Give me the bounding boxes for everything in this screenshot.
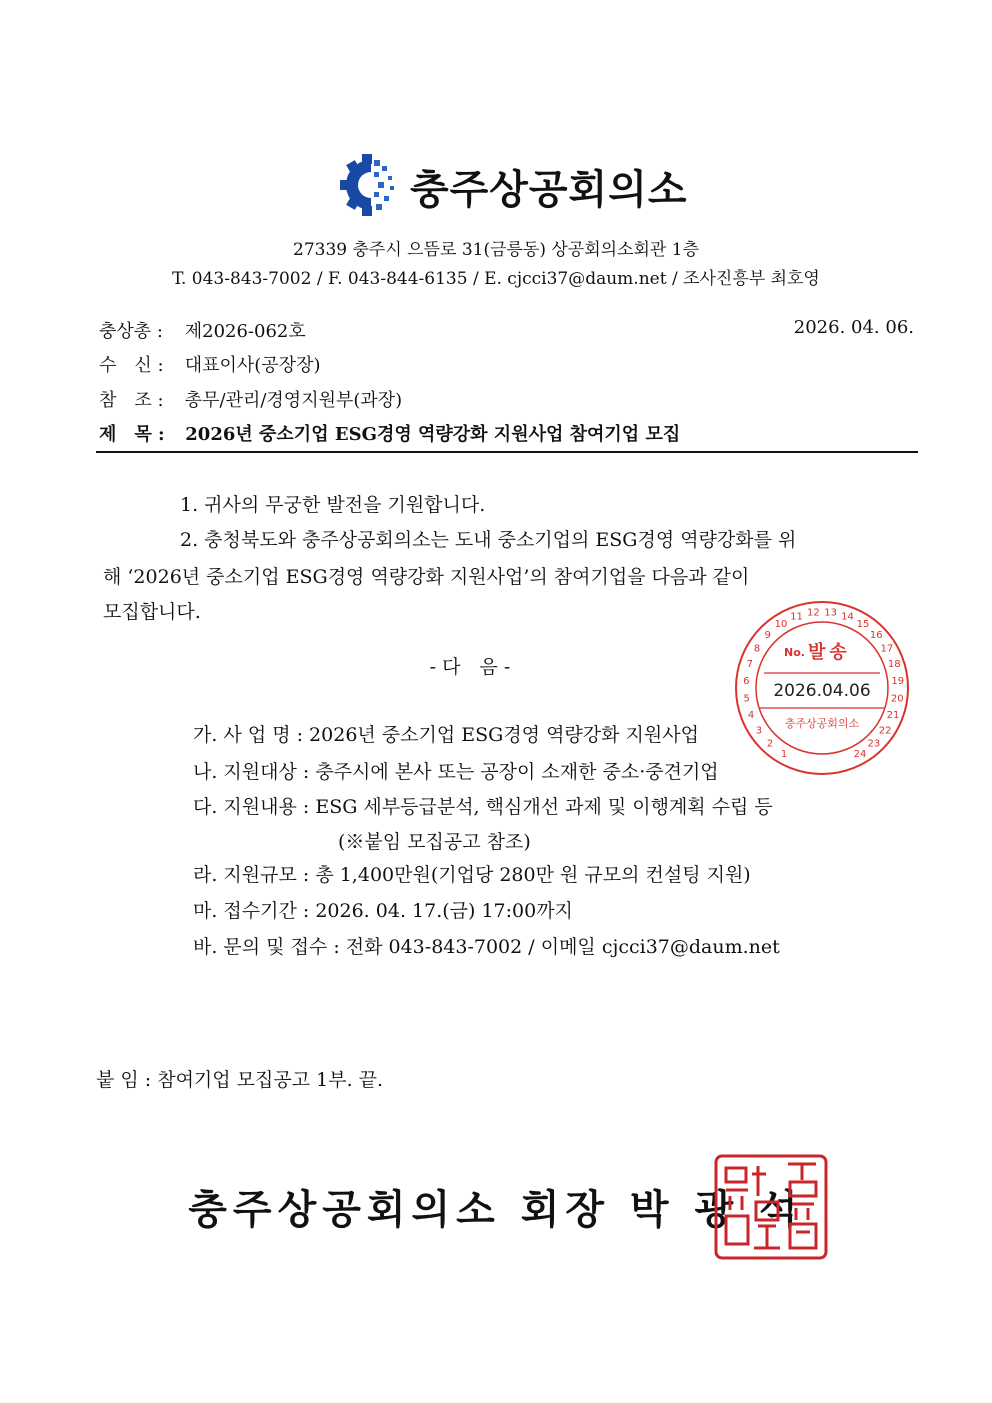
stamp-ring-number: 6	[743, 676, 750, 688]
stamp-ring-number: 22	[878, 725, 892, 737]
paragraph-2-line-3: 모집합니다.	[103, 601, 201, 623]
stamp-ring-number: 17	[880, 643, 894, 655]
dispatch-date-stamp	[732, 598, 912, 778]
doc-number-row	[99, 317, 306, 343]
stamp-no-label: No.	[784, 646, 805, 659]
stamp-ring-number: 18	[887, 659, 901, 671]
stamp-ring-number: 3	[755, 725, 763, 737]
reference: 총무/관리/경영지원부(과장)	[184, 390, 403, 411]
recipient-row	[99, 351, 321, 377]
stamp-ring-number: 14	[841, 611, 854, 623]
gear-logo-icon	[338, 152, 408, 218]
stamp-ring-number: 9	[764, 629, 771, 641]
official-seal	[712, 1152, 830, 1262]
item-business-name: 가. 사 업 명 : 2026년 중소기업 ESG경영 역량강화 지원사업	[193, 724, 699, 746]
stamp-ring-number: 5	[743, 693, 750, 705]
stamp-ring-number: 10	[774, 619, 788, 630]
org-logo-text: 충주상공회의소	[410, 167, 688, 213]
stamp-ring-number: 2	[766, 738, 774, 750]
stamp-ring-number: 7	[746, 659, 753, 671]
stamp-date: 2026.04.06	[773, 681, 871, 701]
item-support-content: 다. 지원내용 : ESG 세부등급분석, 핵심개선 과제 및 이행계획 수립 등	[193, 796, 773, 818]
stamp-ring-number: 19	[891, 676, 905, 688]
item-eligibility: 나. 지원대상 : 충주시에 본사 또는 공장이 소재한 중소·중견기업	[193, 761, 719, 783]
doc-number-label: 충상총 :	[99, 321, 163, 342]
reference-row	[99, 386, 402, 412]
org-address: 27339 충주시 으뜸로 31(금릉동) 상공회의소회관 1층	[293, 240, 699, 260]
stamp-ring-number: 8	[753, 643, 761, 655]
doc-date: 2026. 04. 06.	[793, 317, 914, 338]
stamp-org: 충주상공회의소	[784, 717, 860, 730]
subject: 2026년 중소기업 ESG경영 역량강화 지원사업 참여기업 모집	[185, 424, 681, 445]
item-support-note: (※붙임 모집공고 참조)	[338, 831, 531, 853]
item-application-period: 마. 접수기간 : 2026. 04. 17.(금) 17:00까지	[193, 900, 573, 922]
stamp-ring-number: 4	[747, 710, 755, 722]
stamp-ring-number: 21	[886, 710, 900, 722]
stamp-ring-number: 23	[867, 738, 881, 750]
official-seal-image	[712, 1152, 830, 1262]
org-logo	[338, 152, 688, 218]
paragraph-2-line-1: 2. 충청북도와 충주상공회의소는 도내 중소기업의 ESG경영 역량강화를 위	[180, 529, 797, 551]
recipient: 대표이사(공장장)	[184, 355, 321, 376]
stamp-label: 발송	[808, 642, 851, 663]
subject-row	[99, 420, 680, 446]
recipient-label: 수 신 :	[99, 355, 164, 376]
doc-number: 제2026-062호	[184, 321, 306, 342]
item-support-scale: 라. 지원규모 : 총 1,400만원(기업당 280만 원 규모의 컨설팅 지원)	[193, 864, 751, 886]
attachment-line: 붙 임 : 참여기업 모집공고 1부. 끝.	[96, 1069, 384, 1091]
org-contact: T. 043-843-7002 / F. 043-844-6135 / E. cjcci37@daum.net / 조사진흥부 최호영	[172, 269, 820, 289]
stamp-ring-number: 12	[807, 607, 820, 619]
subject-label: 제 목 :	[99, 424, 165, 445]
paragraph-1: 1. 귀사의 무궁한 발전을 기원합니다.	[180, 494, 486, 516]
section-heading: - 다 음 -	[429, 656, 511, 678]
signature-line: 충주상공회의소 회장 박 광 석	[188, 1187, 804, 1233]
item-inquiry: 바. 문의 및 접수 : 전화 043-843-7002 / 이메일 cjcci37@daum.net	[193, 936, 780, 958]
stamp-ring-number: 15	[856, 619, 870, 630]
paragraph-2-line-2: 해 ‘2026년 중소기업 ESG경영 역량강화 지원사업’의 참여기업을 다음과 같이	[103, 566, 750, 588]
stamp-ring-number: 24	[853, 748, 867, 760]
stamp-ring-number: 13	[824, 607, 837, 619]
header-divider	[96, 451, 918, 453]
reference-label: 참 조 :	[99, 390, 164, 411]
stamp-ring-number: 1	[780, 748, 788, 760]
stamp-ring-number: 16	[869, 629, 883, 641]
stamp-ring-number: 11	[790, 611, 803, 623]
stamp-ring-number: 20	[890, 693, 904, 705]
